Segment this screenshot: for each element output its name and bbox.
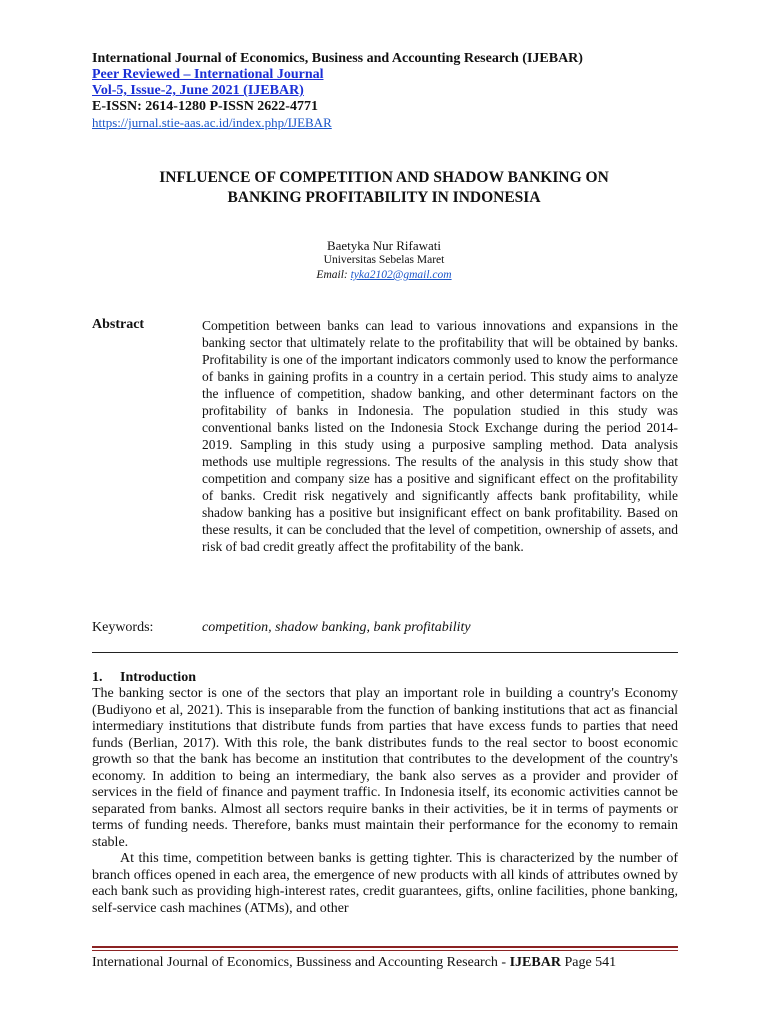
volume-link[interactable]: Vol-5, Issue-2, June 2021 (IJEBAR)	[92, 83, 304, 98]
author-email-row	[92, 268, 676, 283]
journal-url-link[interactable]: https://jurnal.stie-aas.ac.id/index.php/IJEBAR	[92, 115, 332, 130]
footer-rule-thin	[92, 950, 678, 951]
paragraph-2: At this time, competition between banks is getting tighter. This is characterized by the number of branch offices opened in each area, the emergence of new products with all kinds of attributes owned by each bank such as providing high-interest rates, credit guarantees, gifts, online facilities, phone banking, self-service cash machines (ATMs), and other	[92, 851, 678, 916]
title-line-1: INFLUENCE OF COMPETITION AND SHADOW BANKING ON	[159, 169, 609, 186]
email-label: Email:	[316, 269, 348, 281]
email-link[interactable]: tyka2102@gmail.com	[350, 269, 452, 281]
issn: E-ISSN: 2614-1280 P-ISSN 2622-4771	[92, 99, 318, 114]
introduction-body	[92, 686, 678, 917]
author-block	[92, 238, 676, 283]
paper-title	[92, 168, 676, 208]
footer-journal: International Journal of Economics, Bussiness and Accounting Research -	[92, 955, 510, 970]
author-affiliation: Universitas Sebelas Maret	[323, 254, 445, 266]
section-heading	[92, 670, 196, 686]
footer-abbrev: IJEBAR	[509, 955, 561, 970]
journal-name: International Journal of Economics, Business and Accounting Research (IJEBAR)	[92, 51, 583, 66]
abstract-text: Competition between banks can lead to various innovations and expansions in the banking sector that ultimately relate to the profitability that will be obtained by banks. Profitability is one of the important indicators commonly used to know the performance of banks in gaining profits in a country in a certain period. This study aims to analyze the influence of competition, shadow banking, and other determinant factors on the profitability of banks in Indonesia. The population studied in this study was conventional banks listed on the Indonesia Stock Exchange during the period 2014-2019. Sampling in this study using a purposive sampling method. Data analysis methods use multiple regressions. The results of the analysis in this study show that competition and company size has a positive and significant effect on the profitability of banks. Credit risk negatively and significantly affects bank profitability, while shadow banking has a positive but insignificant effect on bank profitability. Based on these results, it can be concluded that the level of competition, ownership of assets, and risk of bad credit greatly affect the profitability of the bank.	[202, 318, 678, 554]
footer-page: Page 541	[560, 955, 617, 970]
title-line-2: BANKING PROFITABILITY IN INDONESIA	[227, 189, 541, 206]
section-divider	[92, 652, 678, 653]
section-number: 1.	[92, 670, 103, 685]
author-name: Baetyka Nur Rifawati	[326, 238, 442, 253]
page-footer	[92, 955, 678, 971]
journal-header	[92, 51, 583, 131]
keywords-label: Keywords:	[92, 620, 154, 635]
keywords-text: competition, shadow banking, bank profitability	[202, 620, 471, 635]
footer-rule-thick	[92, 946, 678, 948]
paragraph-1: The banking sector is one of the sectors that play an important role in building a country's Economy (Budiyono et al, 2021). This is inseparable from the function of banking institutions that act as financial intermediary institutions that distribute funds from parties that have excess funds to parties that need funds (Berlian, 2017). With this role, the bank distributes funds to the real sector to boost economic growth so that the bank has become an institution that contributes to the development of the country's economy. In addition to being an intermediary, the bank also serves as a provider and provider of services in the field of finance and payment traffic. In Indonesia itself, its economic activities cannot be separated from banks. Almost all sectors require banks in their activities, be it in terms of payments or terms of funding needs. Therefore, banks must maintain their performance for the economy to remain stable.	[92, 686, 678, 850]
abstract-label: Abstract	[92, 317, 145, 332]
peer-reviewed-link[interactable]: Peer Reviewed – International Journal	[92, 67, 324, 82]
section-title: Introduction	[120, 670, 196, 685]
